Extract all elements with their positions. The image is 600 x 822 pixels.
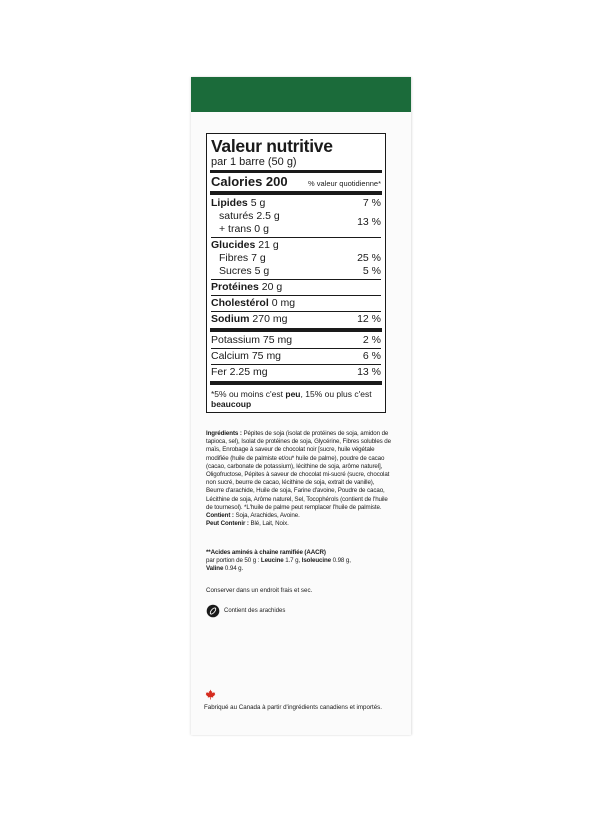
row-sodium: Sodium 270 mg 12 % — [211, 312, 381, 325]
row-fibres: Fibres 7 g 25 % — [219, 251, 381, 264]
green-top-band — [191, 77, 411, 112]
maple-leaf-icon — [205, 689, 216, 700]
calories: Calories 200 — [211, 173, 288, 189]
row-satures-trans: saturés 2.5 g + trans 0 g 13 % — [219, 209, 381, 235]
amino-acids-block: **Acides aminés à chaîne ramifiée (AACR) par portion de 50 g : Leucine 1.7 g, Isoleucine 0.98 g, Valine 0.94 g. — [206, 549, 351, 573]
row-sucres: Sucres 5 g 5 % — [219, 264, 381, 277]
row-lipides: Lipides 5 g 7 % — [211, 196, 381, 209]
row-satures: saturés 2.5 g — [219, 209, 280, 222]
row-glucides: Glucides 21 g — [211, 238, 279, 251]
row-potassium: Potassium 75 mg 2 % — [211, 333, 381, 346]
nutrition-footnote: *5% ou moins c'est peu, 15% ou plus c'est beaucoup — [211, 388, 372, 409]
made-in-canada: Fabriqué au Canada à partir d'ingrédients canadiens et importés. — [204, 689, 404, 712]
package-side-panel — [191, 77, 411, 735]
row-cholesterol: Cholestérol 0 mg — [211, 296, 296, 309]
row-proteines: Protéines 20 g — [211, 280, 283, 293]
storage-instruction: Conserver dans un endroit frais et sec. — [206, 587, 313, 594]
row-trans: + trans 0 g — [219, 222, 269, 235]
row-fer: Fer 2.25 mg 13 % — [211, 365, 381, 378]
daily-value-header: % valeur quotidienne* — [308, 178, 381, 188]
nutrition-facts-table — [206, 133, 386, 413]
row-calcium: Calcium 75 mg 6 % — [211, 349, 381, 362]
serving-size: par 1 barre (50 g) — [211, 156, 297, 168]
peanut-notice: Contient des arachides — [206, 604, 285, 618]
ingredients-block: Ingrédients : Pépites de soja (isolat de protéines de soja, amidon de tapioca, sel), Isolat de protéines de soja, Glycérine, Fibres solubles de maïs, Enrobage à saveur de chocolat noir [sucre, huile végétale modifiée (huile de palmiste et/ou* huile de palme), poudre de cacao (cacao, carbonate de potassium), lécithine de soja, arôme naturel], Oligofructose, Pépites à saveur de chocolat mi-sucré (sucre, chocolat non sucré, beurre de cacao, lécithine de soja, extrait de vanille), Beurre d'arachide, Huile de soja, Farine d'avoine, Poudre de cacao, Lécithine de soja, Arôme naturel, Sel, Tocophérols (contient de l'huile de tournesol). *L'huile de palme peut remplacer l'huile de palmiste. Contient : Soja, Arachides, Avoine. Peut Contenir : Blé, Lait, Noix. — [206, 430, 391, 528]
nutrition-title: Valeur nutritive — [211, 136, 333, 156]
peanut-icon — [206, 604, 220, 618]
